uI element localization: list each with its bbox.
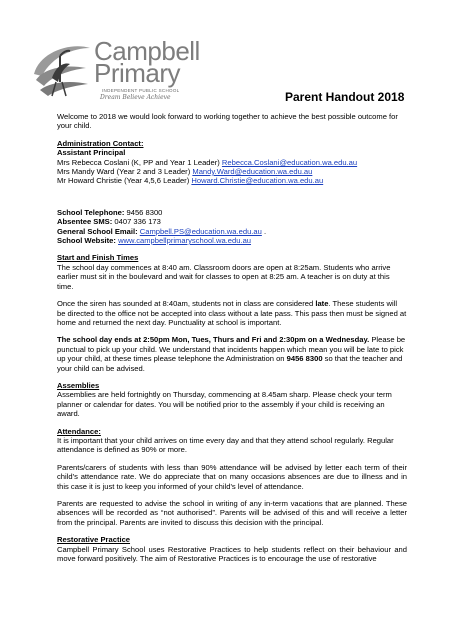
school-contact-section: [57, 208, 407, 246]
school-website-label: School Website:: [57, 236, 116, 246]
start-finish-paragraph-1: The school day commences at 8:40 am. Classroom doors are open at 8:25am. Students who arrive earlier must sit in the boulevard and wait for classes to open at 8:25 am. A teacher is on duty at this time.: [57, 262, 391, 291]
school-phone-row: [57, 208, 407, 217]
page-title: Parent Handout 2018: [285, 90, 405, 104]
welcome-paragraph: Welcome to 2018 we would look forward to working together to achieve the best possible outcome for your child.: [57, 112, 398, 131]
admin-heading: Administration Contact:: [57, 138, 144, 148]
logo-subtitle: INDEPENDENT PUBLIC SCHOOL: [102, 88, 180, 93]
late-text-before: Once the siren has sounded at 8:40am, students not in class are considered: [57, 299, 316, 309]
school-phone-value: 9456 8300: [126, 207, 163, 217]
school-sms-value: 0407 336 173: [114, 217, 161, 227]
school-email-suffix: .: [263, 226, 267, 236]
pickup-text-end: so that the teacher and your child can be advised.: [57, 354, 403, 373]
admin-contact-row: [57, 176, 407, 185]
admin-contact-name: Mrs Mandy Ward (Year 2 and 3 Leader): [57, 167, 191, 177]
start-finish-heading: Start and Finish Times: [57, 253, 139, 263]
school-website-link[interactable]: www.campbellprimaryschool.wa.edu.au: [118, 236, 252, 246]
admin-contact-email[interactable]: Rebecca.Coslani@education.wa.edu.au: [221, 157, 358, 167]
admin-contact-row: [57, 158, 407, 167]
logo-text-primary: Primary: [94, 58, 181, 88]
attendance-paragraph-2: Parents/carers of students with less than 90% attendance will be advised by letter each term of their child's attendance rate. We do appreciate that on many occasions absences are due to illness and in this case it is just to keep you informed of your child's level of attendance.: [57, 462, 407, 491]
late-text-after: . These students will be directed to the office not be accepted into class without a late pass. This pass then must be signed at home and returned the next day. Punctuality at school is important.: [57, 299, 407, 327]
school-email-link[interactable]: Campbell.PS@education.wa.edu.au: [139, 226, 262, 236]
logo-emblem-icon: [30, 38, 94, 100]
document-body: [57, 112, 407, 563]
logo-motto: Dream Believe Achieve: [100, 94, 171, 101]
attendance-paragraph-1: It is important that your child arrives on time every day and that they attend school regularly. Regular attendance is defined as 90% or more.: [57, 435, 394, 455]
pickup-text: Please be punctual to pick up your child. We understand that incidents happen which mean you will be late to pick up your child, at these times please telephone the Administration on: [57, 335, 406, 364]
assemblies-heading: Assemblies: [57, 380, 100, 390]
admin-contact-name: Mrs Rebecca Coslani (K, PP and Year 1 Leader): [57, 157, 220, 167]
admin-contact-name: Mr Howard Christie (Year 4,5,6 Leader): [57, 176, 190, 186]
admin-section: [57, 139, 407, 186]
admin-phone-text: 9456 8300: [286, 354, 323, 364]
school-sms-label: Absentee SMS:: [57, 217, 113, 227]
attendance-paragraph-3: Parents are requested to advise the school in writing of any in-term vacations that are planned. These absences will be recorded as “not authorised”. Parents will be advised of this and will receive a letter from the principal. Parents are invited to discuss this decision with the principal.: [57, 499, 407, 527]
school-email-row: [57, 227, 407, 236]
admin-subheading: Assistant Principal: [57, 148, 126, 158]
school-logo: [30, 38, 200, 100]
start-finish-paragraph-2: [57, 299, 407, 327]
restorative-paragraph: Campbell Primary School uses Restorative Practices to help students reflect on their behaviour and move forward positively. The aim of Restorative Practices is to encourage the use of restorative: [57, 544, 407, 564]
school-website-row: [57, 236, 407, 245]
attendance-heading: Attendance:: [57, 426, 101, 436]
school-sms-row: [57, 217, 407, 226]
school-email-label: General School Email:: [57, 226, 138, 236]
school-day-end-text: The school day ends at 2:50pm Mon, Tues, Thurs and Fri and 2:30pm on a Wednesday.: [57, 335, 370, 345]
school-phone-label: School Telephone:: [57, 207, 125, 217]
start-finish-paragraph-3: [57, 335, 407, 373]
late-word: late: [315, 299, 329, 309]
restorative-heading: Restorative Practice: [57, 535, 131, 545]
admin-contact-row: [57, 167, 407, 176]
assemblies-paragraph: Assemblies are held fortnightly on Thursday, commencing at 8.45am sharp. Please check your term planner or calendar for dates. You will be notified prior to the assembly if your child is receiving an award.: [57, 390, 392, 419]
admin-contact-email[interactable]: Mandy.Ward@education.wa.edu.au: [192, 167, 313, 177]
logo-text-campbell: Campbell: [94, 36, 200, 66]
admin-contact-email[interactable]: Howard.Christie@education.wa.edu.au: [191, 176, 324, 186]
